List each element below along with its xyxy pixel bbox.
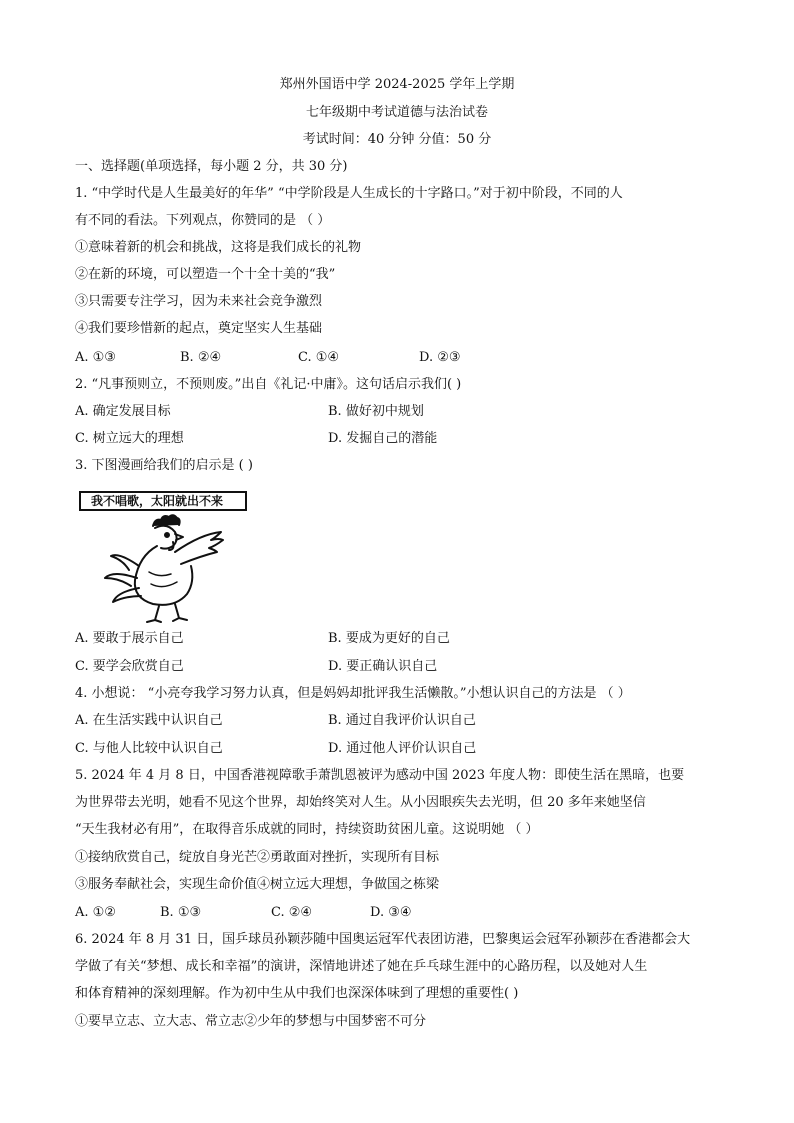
- q3-option-d: D. 要正确认识自己: [328, 659, 438, 674]
- q1-statement-3: ③只需要专注学习，因为未来社会竞争激烈: [75, 294, 323, 309]
- q4-option-d: D. 通过他人评价认识自己: [328, 741, 477, 756]
- q5-statement-1-2: ①接纳欣赏自己，绽放自身光芒②勇敢面对挫折，实现所有目标: [75, 850, 440, 865]
- q1-option-c: C. ①④: [298, 350, 340, 365]
- q3-option-a: A. 要敢于展示自己: [75, 631, 184, 646]
- q3-stem: 3. 下图漫画给我们的启示是 ( ): [75, 458, 253, 473]
- q3-option-b: B. 要成为更好的自己: [328, 631, 450, 646]
- q2-option-c: C. 树立远大的理想: [75, 431, 184, 446]
- q1-statement-4: ④我们要珍惜新的起点，奠定坚实人生基础: [75, 321, 323, 336]
- q1-stem-line1: 1. “中学时代是人生最美好的年华” “中学阶段是人生成长的十字路口。”对于初中阶段，不同的人: [75, 186, 623, 201]
- q1-option-d: D. ②③: [419, 350, 461, 365]
- q3-option-c: C. 要学会欣赏自己: [75, 659, 184, 674]
- section-heading: 一、选择题(单项选择，每小题 2 分，共 30 分): [75, 159, 348, 174]
- exam-title: 七年级期中考试道德与法治试卷: [305, 105, 488, 120]
- q5-option-b: B. ①③: [160, 905, 202, 920]
- q5-option-c: C. ②④: [271, 905, 313, 920]
- q2-option-b: B. 做好初中规划: [328, 404, 424, 419]
- q2-stem: 2. “凡事预则立，不预则废。”出自《礼记·中庸》。这句话启示我们( ): [75, 377, 462, 392]
- q6-stem-line3: 和体育精神的深刻理解。作为初中生从中我们也深深体味到了理想的重要性( ): [75, 986, 519, 1001]
- q4-option-c: C. 与他人比较中认识自己: [75, 741, 223, 756]
- q5-option-d: D. ③④: [370, 905, 412, 920]
- q5-stem-line3: “天生我材必有用”，在取得音乐成就的同时，持续资助贫困儿童。这说明她 （ ）: [75, 822, 539, 837]
- q5-option-a: A. ①②: [75, 905, 116, 920]
- q6-stem-line1: 6. 2024 年 8 月 31 日，国乒球员孙颖莎随中国奥运冠军代表团访港，巴黎奥运会冠军孙颖莎在香港都会大: [75, 932, 691, 947]
- school-title: 郑州外国语中学 2024-2025 学年上学期: [279, 77, 515, 92]
- q5-statement-3-4: ③服务奉献社会，实现生命价值④树立远大理想，争做国之栋梁: [75, 877, 440, 892]
- q2-option-a: A. 确定发展目标: [75, 404, 171, 419]
- q6-stem-line2: 学做了有关“梦想、成长和幸福”的演讲，深情地讲述了她在乒乓球生涯中的心路历程，以及她对人生: [75, 959, 648, 974]
- q4-option-b: B. 通过自我评价认识自己: [328, 713, 476, 728]
- exam-info: 考试时间：40 分钟 分值：50 分: [302, 132, 492, 147]
- q1-option-b: B. ②④: [180, 350, 222, 365]
- q1-statement-2: ②在新的环境，可以塑造一个十全十美的“我”: [75, 267, 336, 282]
- q1-stem-line2: 有不同的看法。下列观点，你赞同的是 （ ）: [75, 213, 331, 228]
- q1-statement-1: ①意味着新的机会和挑战，这将是我们成长的礼物: [75, 240, 362, 255]
- q6-statement-1-2: ①要早立志、立大志、常立志②少年的梦想与中国梦密不可分: [75, 1014, 427, 1029]
- rooster-cartoon: [79, 488, 255, 624]
- q5-stem-line2: 为世界带去光明，她看不见这个世界，却始终笑对人生。从小因眼疾失去光明，但 20 多年来她坚信: [75, 795, 646, 810]
- q1-option-a: A. ①③: [75, 350, 116, 365]
- q4-option-a: A. 在生活实践中认识自己: [75, 713, 223, 728]
- q2-option-d: D. 发掘自己的潜能: [328, 431, 438, 446]
- cartoon-caption: 我不唱歌，太阳就出不来: [79, 491, 247, 511]
- q4-stem: 4. 小想说： “小亮夸我学习努力认真，但是妈妈却批评我生活懒散。”小想认识自己的方法是 （ ）: [75, 686, 631, 701]
- q5-stem-line1: 5. 2024 年 4 月 8 日，中国香港视障歌手萧凯恩被评为感动中国 2023 年度人物：即使生活在黑暗，也要: [75, 768, 685, 783]
